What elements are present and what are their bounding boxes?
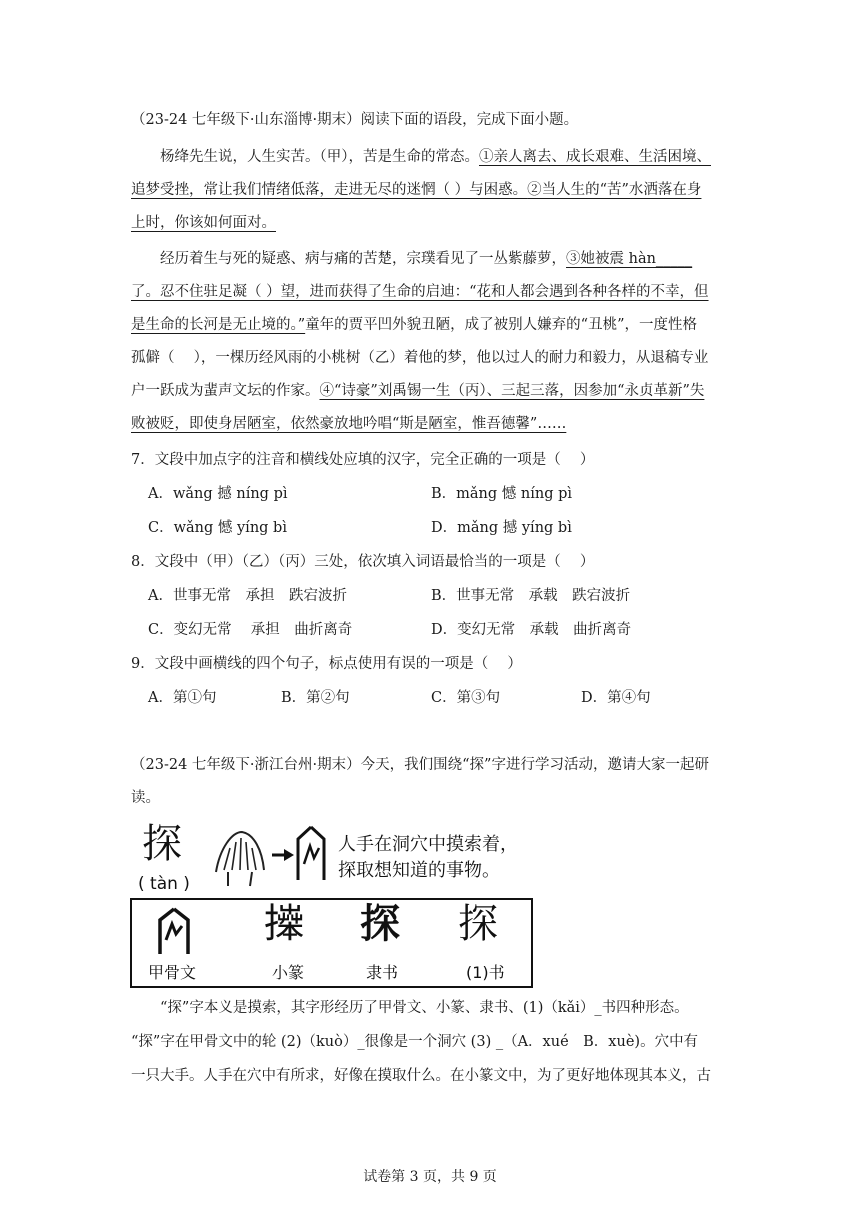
section2-intro-line2: 读。 (131, 790, 160, 806)
page-footer: 试卷第 3 页，共 9 页 (363, 1169, 497, 1185)
oracle-glyph-icon (294, 824, 328, 882)
clerical-caption: 隶书 (366, 963, 399, 982)
q9-option-b[interactable]: B．第②句 (281, 690, 350, 706)
para2-text: 经历着生与死的疑惑、病与痛的苦楚，宗璞看见了一丛紫藤萝， (160, 251, 566, 267)
head-character: 探 (142, 821, 182, 867)
para2-line3 (131, 315, 697, 335)
section2-para-line1: “探”字本义是摸索，其字形经历了甲骨文、小篆、隶书、(1)（kǎi）_书四种形态。 (160, 1000, 689, 1016)
question-7-stem: 7．文段中加点字的注音和横线处应填的汉字，完全正确的一项是（ ） (131, 452, 595, 468)
underlined-sentence-3: ③她被震 hàn_____ (566, 251, 693, 267)
para1-line3 (131, 213, 276, 233)
section2-intro-line1: （23-24 七年级下·浙江台州·期末）今天，我们围绕“探”字进行学习活动，邀请大家一起研 (131, 757, 709, 773)
q8-option-a[interactable]: A．世事无常 承担 跌宕波折 (148, 588, 347, 604)
q7-option-c[interactable]: C．wǎng 憾 yíng bì (148, 520, 287, 536)
character-evolution-figure (130, 822, 535, 990)
para1-line1 (160, 147, 711, 167)
para2-line4: 孤僻（ ），一棵历经风雨的小桃树（乙）着他的梦，他以过人的耐力和毅力，从退稿专业 (131, 350, 709, 366)
question-9-stem: 9．文段中画横线的四个句子，标点使用有误的一项是（ ） (131, 656, 522, 672)
para2-line2 (131, 282, 709, 302)
section2-para-line2: “探”字在甲骨文中的轮 (2)（kuò）_很像是一个洞穴 (3) _（A．xué B．xuè)。穴中有 (131, 1034, 699, 1050)
underlined-sentence-4-cont: 败被贬，即使身居陋室，依然豪放地吟唱“斯是陋室，惟吾德馨”…… (131, 416, 567, 432)
underlined-sentence-4: ④“诗豪”刘禹锡一生（丙）、三起三落，因参加“永贞革新”失 (319, 383, 705, 399)
q9-option-d[interactable]: D．第④句 (581, 690, 651, 706)
regular-form-glyph: 探 (458, 901, 498, 947)
small-seal-caption: 小篆 (272, 963, 305, 982)
oracle-bone-form-glyph (156, 906, 192, 956)
q8-option-d[interactable]: D．变幻无常 承载 曲折离奇 (431, 622, 632, 638)
q8-option-c[interactable]: C．变幻无常 承担 曲折离奇 (148, 622, 353, 638)
figure-description-line2: 探取想知道的事物。 (338, 860, 500, 881)
para2-text: 户一跃成为蜚声文坛的作家。 (131, 383, 320, 399)
q8-option-b[interactable]: B．世事无常 承载 跌宕波折 (431, 588, 631, 604)
underlined-sentence-3-end: 是生命的长河是无止境的。” (131, 317, 306, 333)
section2-para-line3: 一只大手。人手在穴中有所求，好像在摸取什么。在小篆文中，为了更好地体现其本义，古 (131, 1068, 711, 1084)
para2-line6 (131, 414, 566, 434)
arrow-icon (272, 848, 294, 862)
para1-line2 (131, 180, 701, 200)
underlined-sentence-3-cont: 了。忍不住驻足凝（ ）望，进而获得了生命的启迪：“花和人都会遇到各种各样的不幸，但 (131, 284, 709, 300)
para2-line5 (131, 381, 704, 401)
q9-option-a[interactable]: A．第①句 (148, 690, 217, 706)
underlined-sentence-2: ②当人生的“苦”水洒落在身 (527, 182, 702, 198)
underlined-sentence-1-cont: 追梦受挫，常让我们情绪低落，走进无尽的迷惘（ ）与困惑。 (131, 182, 528, 198)
q7-option-a[interactable]: A．wǎng 撼 níng pì (148, 486, 288, 502)
para2-line1 (160, 249, 692, 269)
q7-option-b[interactable]: B．mǎng 憾 níng pì (431, 486, 573, 502)
figure-description-line1: 人手在洞穴中摸索着， (338, 834, 518, 855)
head-pinyin: ( tàn ) (138, 874, 190, 894)
para2-text: 童年的贾平凹外貌丑陋，成了被别人嫌弃的“丑桃”，一度性格 (305, 317, 697, 333)
clerical-form-glyph: 探 (360, 901, 400, 947)
regular-caption: (1)书 (466, 963, 505, 982)
para1-text: 杨绛先生说，人生实苦。（甲），苦是生命的常态。 (160, 149, 479, 165)
q9-option-c[interactable]: C．第③句 (431, 690, 501, 706)
question-8-stem: 8．文段中（甲）（乙）（丙）三处，依次填入词语最恰当的一项是（ ） (131, 554, 595, 570)
oracle-bone-caption: 甲骨文 (148, 963, 197, 982)
underlined-sentence-1: ①亲人离去、成长艰难、生活困境、 (479, 149, 711, 165)
underlined-sentence-2-cont: 上时，你该如何面对。 (131, 215, 276, 231)
small-seal-form-glyph: 𢷎 (264, 901, 304, 947)
section1-intro: （23-24 七年级下·山东淄博·期末）阅读下面的语段，完成下面小题。 (131, 112, 579, 128)
q7-option-d[interactable]: D．mǎng 撼 yíng bì (431, 520, 572, 536)
hand-drawing-icon (210, 826, 270, 888)
script-forms-box (130, 898, 533, 988)
